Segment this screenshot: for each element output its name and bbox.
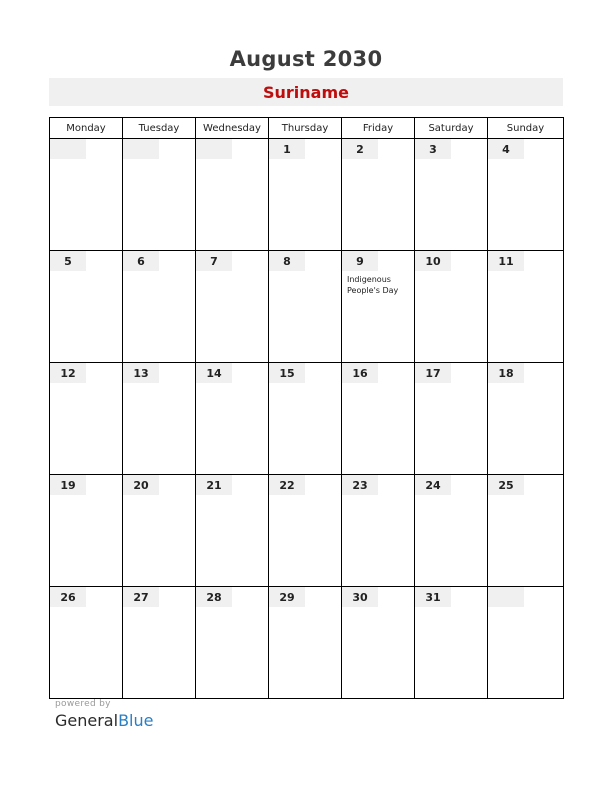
day-cell-content (50, 587, 122, 698)
day-cell-content (488, 139, 563, 250)
weekday-tuesday: Tuesday (123, 118, 196, 139)
day-cell (196, 139, 269, 251)
day-cell (123, 251, 196, 363)
day-cell (123, 587, 196, 699)
day-number: 9 (342, 251, 378, 271)
day-cell-content (342, 475, 414, 586)
day-cell-content (50, 139, 122, 250)
day-cell (50, 139, 123, 251)
day-cell (196, 587, 269, 699)
day-number: 12 (50, 363, 86, 383)
day-number: 29 (269, 587, 305, 607)
day-number: 31 (415, 587, 451, 607)
day-cell (415, 587, 488, 699)
day-cell-content (269, 139, 341, 250)
day-cell-content (342, 587, 414, 698)
day-cell-content (415, 139, 487, 250)
day-number: 6 (123, 251, 159, 271)
day-number: 10 (415, 251, 451, 271)
empty-day-badge (50, 139, 86, 159)
weekday-monday: Monday (50, 118, 123, 139)
day-cell-content (196, 587, 268, 698)
day-cell (269, 475, 342, 587)
day-cell-content (269, 363, 341, 474)
day-cell (50, 587, 123, 699)
day-number: 24 (415, 475, 451, 495)
day-cell (123, 363, 196, 475)
country-banner (49, 78, 563, 106)
weekday-friday: Friday (342, 118, 415, 139)
day-cell-content (488, 587, 563, 698)
day-cell-content (269, 587, 341, 698)
day-number: 21 (196, 475, 232, 495)
empty-day-badge (196, 139, 232, 159)
day-cell-content (50, 251, 122, 362)
country-name: Suriname (263, 83, 349, 102)
page-title: August 2030 (229, 47, 383, 71)
day-cell-content (123, 139, 195, 250)
day-cell-content (196, 139, 268, 250)
day-cell (50, 251, 123, 363)
day-cell-content (415, 475, 487, 586)
day-cell (50, 363, 123, 475)
day-cell-content (196, 475, 268, 586)
week-row (50, 475, 564, 587)
day-number: 1 (269, 139, 305, 159)
week-row (50, 363, 564, 475)
day-number: 19 (50, 475, 86, 495)
day-cell-content (50, 363, 122, 474)
day-cell-content (123, 587, 195, 698)
day-cell-content (488, 251, 563, 362)
day-number: 17 (415, 363, 451, 383)
day-cell-content (488, 363, 563, 474)
empty-day-badge (488, 587, 524, 607)
day-cell-content (415, 587, 487, 698)
day-cell-content (196, 251, 268, 362)
day-number: 5 (50, 251, 86, 271)
day-cell-content (123, 475, 195, 586)
day-cell-content (269, 251, 341, 362)
day-number: 22 (269, 475, 305, 495)
day-cell (488, 587, 564, 699)
footer-branding (55, 699, 153, 730)
day-number: 14 (196, 363, 232, 383)
day-cell (342, 475, 415, 587)
day-number: 15 (269, 363, 305, 383)
day-number: 30 (342, 587, 378, 607)
day-cell-content (342, 363, 414, 474)
day-number: 8 (269, 251, 305, 271)
day-cell-content (123, 363, 195, 474)
day-cell-content (342, 251, 414, 362)
weekday-wednesday: Wednesday (196, 118, 269, 139)
day-number: 25 (488, 475, 524, 495)
day-cell (196, 475, 269, 587)
day-cell (488, 139, 564, 251)
day-cell (196, 363, 269, 475)
day-cell-content (488, 475, 563, 586)
day-cell (123, 139, 196, 251)
day-cell (269, 251, 342, 363)
empty-day-badge (123, 139, 159, 159)
day-number: 4 (488, 139, 524, 159)
day-cell (488, 475, 564, 587)
day-cell-content (269, 475, 341, 586)
day-cell (123, 475, 196, 587)
generalblue-logo (55, 711, 153, 730)
day-cell (488, 363, 564, 475)
day-cell (488, 251, 564, 363)
day-cell (269, 139, 342, 251)
weekday-saturday: Saturday (415, 118, 488, 139)
day-cell-content (415, 251, 487, 362)
day-number: 23 (342, 475, 378, 495)
day-cell-content (415, 363, 487, 474)
day-cell (415, 139, 488, 251)
day-cell-content (196, 363, 268, 474)
day-cell (415, 251, 488, 363)
day-cell (415, 475, 488, 587)
day-number: 18 (488, 363, 524, 383)
day-cell (342, 251, 415, 363)
day-cell (415, 363, 488, 475)
weekday-header-row (50, 118, 564, 139)
day-cell (342, 587, 415, 699)
week-row (50, 587, 564, 699)
week-row (50, 139, 564, 251)
day-number: 3 (415, 139, 451, 159)
brand-text-blue: Blue (118, 711, 154, 730)
day-number: 2 (342, 139, 378, 159)
weekday-sunday: Sunday (488, 118, 564, 139)
day-number: 28 (196, 587, 232, 607)
holiday-label: Indigenous People's Day (347, 275, 399, 295)
day-number: 7 (196, 251, 232, 271)
day-number: 13 (123, 363, 159, 383)
day-cell (50, 475, 123, 587)
weekday-thursday: Thursday (269, 118, 342, 139)
day-cell-content (342, 139, 414, 250)
day-cell (269, 587, 342, 699)
week-row (50, 251, 564, 363)
calendar-grid (49, 117, 564, 699)
day-cell-content (50, 475, 122, 586)
day-cell (342, 139, 415, 251)
day-number: 27 (123, 587, 159, 607)
day-number: 26 (50, 587, 86, 607)
day-number: 11 (488, 251, 524, 271)
day-number: 20 (123, 475, 159, 495)
powered-by-text: powered by (55, 699, 111, 709)
day-cell (196, 251, 269, 363)
day-cell (269, 363, 342, 475)
day-number: 16 (342, 363, 378, 383)
day-cell-content (123, 251, 195, 362)
brand-text-general: General (55, 711, 119, 730)
day-cell (342, 363, 415, 475)
